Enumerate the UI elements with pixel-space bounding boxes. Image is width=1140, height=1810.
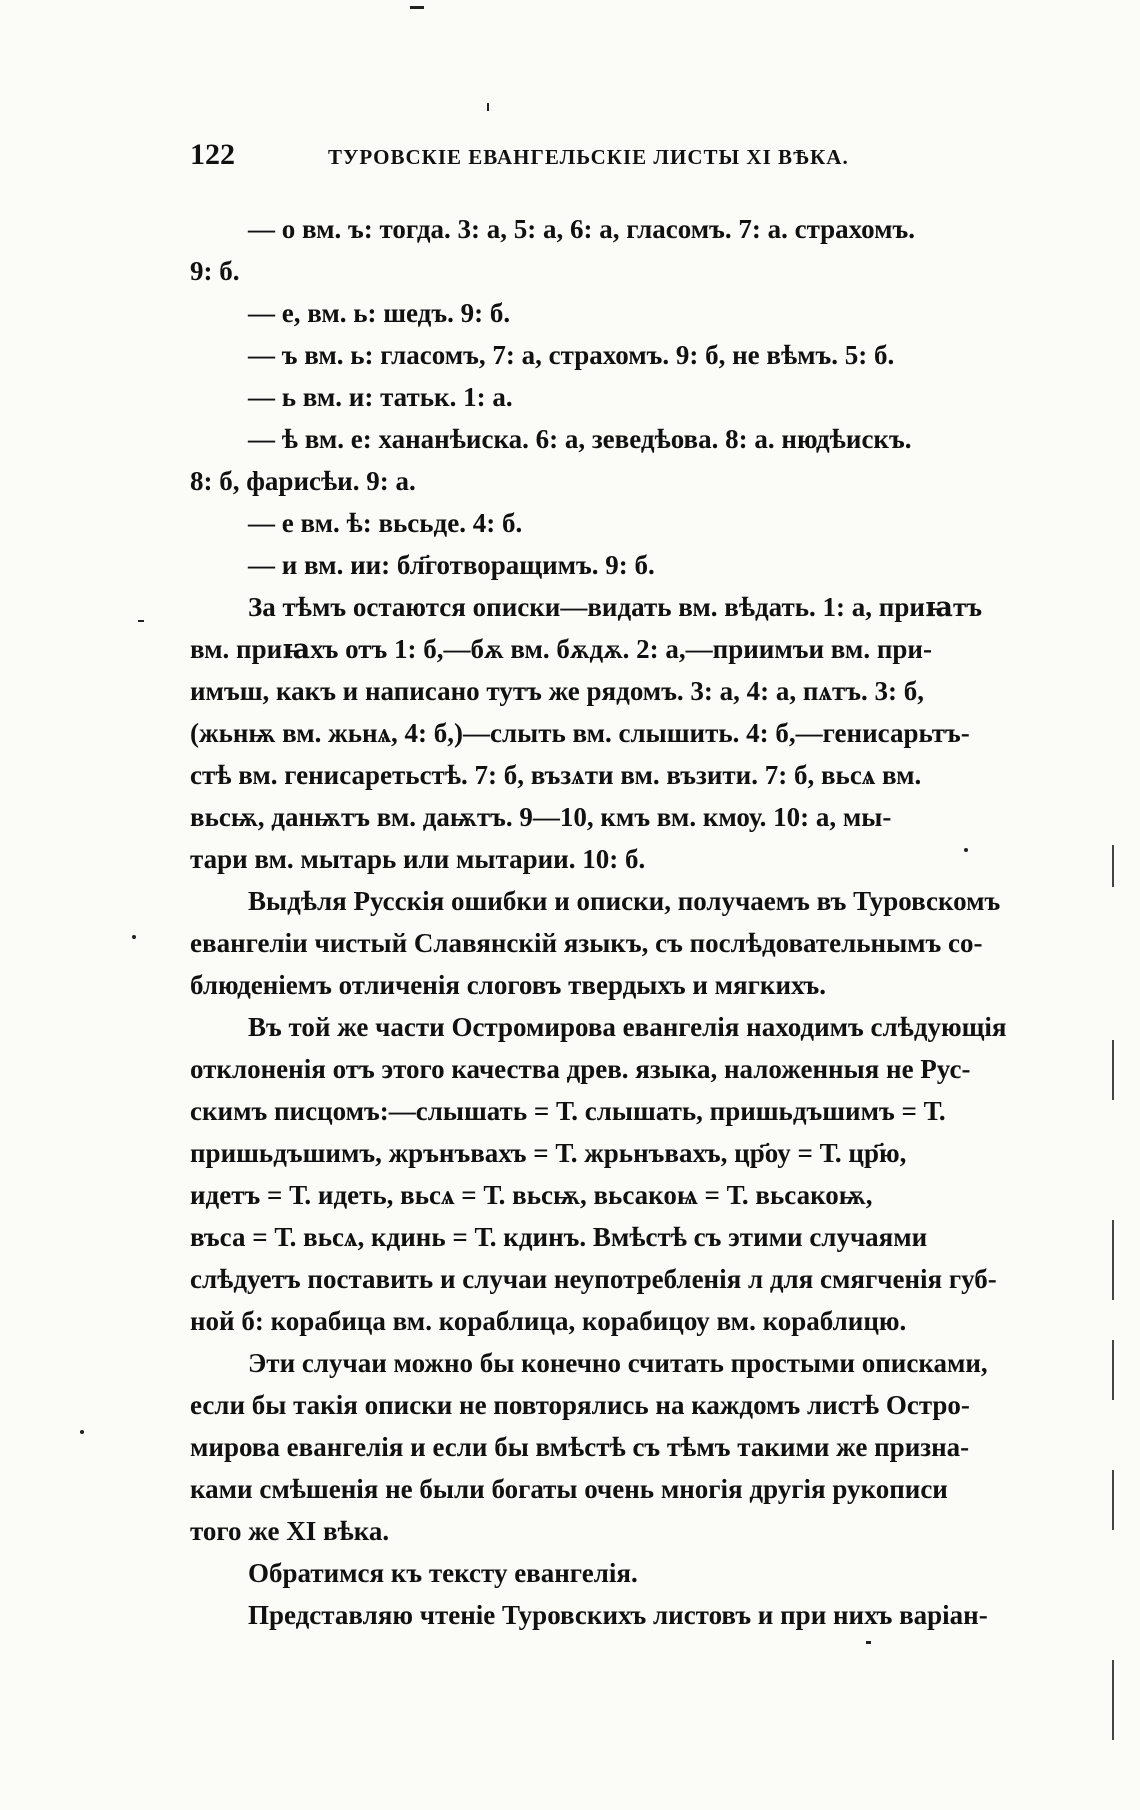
margin-rule-3 <box>1112 1220 1114 1300</box>
paragraph-line: мирова евангелія и если бы вмѣстѣ съ тѣмъ такими же призна- <box>190 1432 970 1462</box>
paragraph-line: (жьнѭ вм. жьнѧ, 4: б,)—слыть вм. слышить. 4: б,—генисарьтъ- <box>190 718 970 748</box>
scan-mark-left-3 <box>80 1430 84 1434</box>
paragraph-line: ками смѣшенія не были богаты очень многія другія рукописи <box>190 1474 948 1504</box>
paragraph-line: идетъ = Т. идеть, вьсѧ = Т. вьсѭ, вьсакоѩ = Т. вьсакоѭ, <box>190 1180 873 1210</box>
paragraph-turn <box>190 1552 1040 1594</box>
paragraph-line: если бы такія описки не повторялись на каждомъ листѣ Остро- <box>190 1390 970 1420</box>
paragraph-cases <box>190 1342 1040 1552</box>
running-title: ТУРОВСКІЕ ЕВАНГЕЛЬСКІЕ ЛИСТЫ XI ВѢКА. <box>328 145 849 169</box>
paragraph-line: въса = Т. вьсѧ, кдинь = Т. кдинъ. Вмѣстѣ съ этими случаями <box>190 1222 928 1252</box>
list-line: — ь вм. и: татьк. 1: а. <box>248 382 513 412</box>
scan-mark-top <box>410 6 424 9</box>
paragraph-line: Выдѣля Русскія ошибки и описки, получаемъ въ Туровскомъ <box>248 886 1001 916</box>
margin-rule-2 <box>1112 1040 1114 1100</box>
paragraph-line: Обратимся къ тексту евангелія. <box>248 1558 638 1588</box>
list-line: 9: б. <box>190 256 240 286</box>
paragraph-line: тари вм. мытарь или мытарии. 10: б. <box>190 844 646 874</box>
paragraph-line: имъш, какъ и написано тутъ же рядомъ. 3: а, 4: а, пѧтъ. 3: б, <box>190 676 924 706</box>
paragraph-line: стѣ вм. генисаретьстѣ. 7: б, възѧти вм. възити. 7: б, вьсѧ вм. <box>190 760 922 790</box>
scan-mark-dot <box>487 103 489 111</box>
list-line: — ѣ вм. е: хананѣиска. 6: а, зеведѣова. 8: а. нюдѣискъ. <box>248 424 912 454</box>
margin-rule-6 <box>1112 1660 1114 1740</box>
page-number: 122 <box>190 138 235 171</box>
variant-list <box>190 208 1040 586</box>
list-line: — ъ вм. ь: гласомъ, 7: а, страхомъ. 9: б, не вѣмъ. 5: б. <box>248 340 895 370</box>
paragraph-ostromir <box>190 1006 1040 1342</box>
paragraph-line: вм. приꙗхъ отъ 1: б,—бѫ вм. бѫдѫ. 2: а,—приимъи вм. при- <box>190 634 932 664</box>
list-line: 8: б, фарисѣи. 9: а. <box>190 466 416 496</box>
paragraph-slavonic <box>190 880 1040 1006</box>
paragraph-line: За тѣмъ остаются описки—видать вм. вѣдать. 1: а, приꙗтъ <box>248 592 982 622</box>
paragraph-line: скимъ писцомъ:—слышать = Т. слышать, пришьдъшимъ = Т. <box>190 1096 946 1126</box>
paragraph-line: Эти случаи можно бы конечно считать простыми описками, <box>248 1348 988 1378</box>
paragraph-line: отклоненія отъ этого качества древ. языка, наложенныя не Рус- <box>190 1054 971 1084</box>
margin-rule-5 <box>1112 1470 1114 1530</box>
paragraph-line: Въ той же части Остромирова евангелія находимъ слѣдующія <box>248 1012 1007 1042</box>
scan-mark-bottom <box>866 1641 871 1644</box>
margin-rule-1 <box>1112 845 1114 887</box>
list-line: — о вм. ъ: тогда. 3: а, 5: а, 6: а, гласомъ. 7: а. страхомъ. <box>248 214 916 244</box>
paragraph-line: Представляю чтеніе Туровскихъ листовъ и при нихъ варіан- <box>248 1600 988 1630</box>
paragraph-line: блюденіемъ отличенія слоговъ твердыхъ и мягкихъ. <box>190 970 826 1000</box>
scan-mark-left-2 <box>132 935 136 939</box>
paragraph-line: евангеліи чистый Славянскій языкъ, съ послѣдовательнымъ со- <box>190 928 983 958</box>
paragraph-present <box>190 1594 1040 1636</box>
paragraph-errata <box>190 586 1040 880</box>
margin-rule-4 <box>1112 1340 1114 1400</box>
paragraph-line: слѣдуетъ поставить и случаи неупотребленія л для смягченія губ- <box>190 1264 997 1294</box>
paragraph-line: ной б: корабица вм. кораблица, корабицоу вм. кораблицю. <box>190 1306 907 1336</box>
scan-mark-left-1 <box>138 620 144 622</box>
paragraph-line: того же XI вѣка. <box>190 1516 390 1546</box>
list-line: — и вм. ии: бл҃готворащимъ. 9: б. <box>248 550 655 580</box>
document-page <box>190 138 1040 1636</box>
list-line: — е вм. ѣ: вьсьде. 4: б. <box>248 508 523 538</box>
paragraph-line: пришьдъшимъ, жрънъвахъ = Т. жрьнъвахъ, цр҃оу = Т. цр҃ю, <box>190 1138 907 1168</box>
page-header <box>190 138 1040 178</box>
paragraph-line: вьсѭ, данѭтъ вм. даѭтъ. 9—10, кмъ вм. кмоу. 10: а, мы- <box>190 802 892 832</box>
list-line: — е, вм. ь: шедъ. 9: б. <box>248 298 511 328</box>
